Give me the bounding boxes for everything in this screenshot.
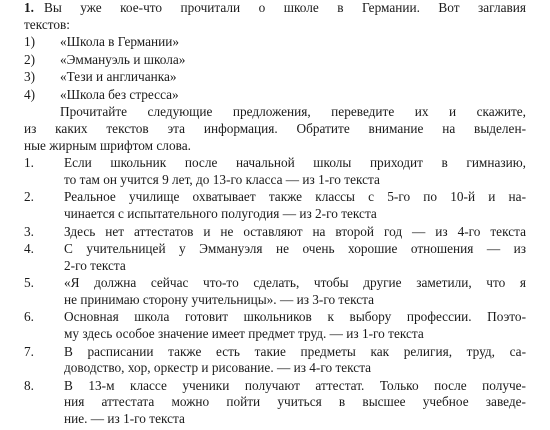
sentence-line: Основная школа готовит школьников к выбору профессии. Поэто- bbox=[64, 309, 526, 325]
title-text: «Тези и англичанка» bbox=[60, 69, 177, 85]
sentence-line: «Я должна сейчас что-то сделать, чтобы другие заметили, что я bbox=[64, 275, 526, 291]
sentence-number: 4. bbox=[24, 241, 34, 257]
task-intro-line-1: Вы уже кое-что прочитали о школе в Германии. Вот заглавия bbox=[44, 0, 526, 15]
sentence-line: С учительницей у Эммануэля не очень хорошие отношения — из bbox=[64, 241, 526, 257]
title-text: «Школа в Германии» bbox=[60, 34, 180, 50]
sentence-line: ние. — из 1-го текста bbox=[64, 411, 185, 426]
sentence-line: не принимаю сторону учительницы». — из 3-го текста bbox=[64, 291, 375, 307]
title-number: 4) bbox=[24, 86, 36, 102]
sentence-line: Если школьник после начальной школы приходит в гимназию, bbox=[64, 155, 526, 171]
task-intro-line-2: текстов: bbox=[24, 16, 71, 32]
title-text: «Школа без стресса» bbox=[60, 86, 179, 102]
sentence-line: доводство, хор, оркестр и рисование. — из 4-го текста bbox=[64, 360, 372, 376]
sentence-line: чинается с испытательного полугодия — из 2-го текста bbox=[64, 206, 377, 221]
title-number: 3) bbox=[24, 69, 36, 85]
sentence-number: 7. bbox=[24, 343, 34, 359]
title-number: 1) bbox=[24, 34, 36, 50]
sentence-line: то там он учится 9 лет, до 13-го класса — из 1-го текста bbox=[64, 171, 380, 187]
task-number: 1. bbox=[24, 0, 34, 15]
sentence-number: 2. bbox=[24, 189, 34, 205]
instruction-line-2: из каких текстов эта информация. Обратите внимание на выделен- bbox=[24, 121, 526, 136]
sentence-line: 2-го текста bbox=[64, 257, 126, 273]
sentence-number: 6. bbox=[24, 309, 34, 325]
title-text: «Эммануэль и школа» bbox=[60, 51, 186, 67]
sentence-line: В расписании также есть такие предметы как религия, труд, са- bbox=[64, 343, 526, 359]
sentence-line: Здесь нет аттестатов и не оставляют на второй год — из 4-го текста bbox=[64, 223, 526, 239]
instruction-line-3: ные жирным шрифтом слова. bbox=[24, 137, 191, 153]
sentence-line: Реальное училище охватывает также классы с 5-го по 10-й и на- bbox=[64, 189, 526, 205]
sentence-line: му здесь особое значение имеет предмет труд. — из 1-го текста bbox=[64, 326, 424, 341]
title-number: 2) bbox=[24, 51, 36, 67]
sentence-number: 8. bbox=[24, 377, 34, 393]
sentence-line: ния аттестата можно пойти учиться в высшее учебное заведе- bbox=[64, 394, 526, 410]
instruction-line-1: Прочитайте следующие предложения, переведите их и скажите, bbox=[60, 104, 526, 120]
sentence-number: 3. bbox=[24, 223, 34, 239]
sentence-line: В 13-м классе ученики получают аттестат. Только после получе- bbox=[64, 377, 526, 393]
sentence-number: 5. bbox=[24, 275, 34, 291]
sentence-number: 1. bbox=[24, 155, 34, 171]
